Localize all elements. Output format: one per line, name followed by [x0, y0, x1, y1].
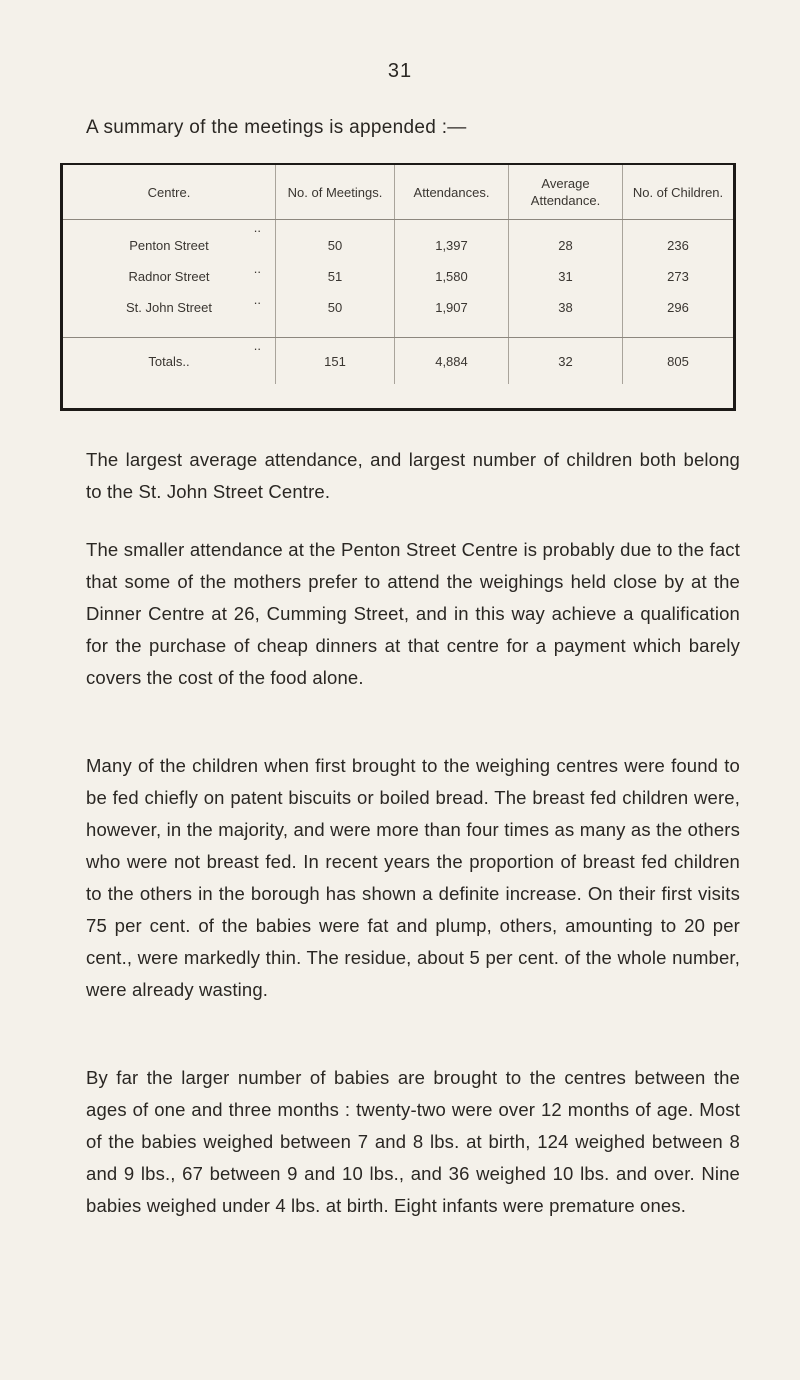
totals-meetings: 151 [276, 338, 395, 385]
summary-table-frame [60, 163, 736, 411]
paragraph-2: The smaller attendance at the Penton Street Centre is probably due to the fact that some of the mothers prefer to attend the weighings held close by at the Dinner Centre at 26, Cumming Street, and in this way achieve a qualification for the purchase of cheap dinners at that centre for a payment which barely covers the cost of the food alone. [86, 539, 740, 688]
page-number: 31 [387, 60, 413, 82]
row-meetings: 50 [276, 220, 395, 262]
totals-row [63, 338, 733, 385]
row-attendances: 1,907 [395, 292, 509, 323]
row-children: 273 [623, 261, 734, 292]
row-attendances: 1,397 [395, 220, 509, 262]
header-meetings: No. of Meetings. [276, 165, 395, 220]
row-meetings: 50 [276, 292, 395, 323]
header-centre: Centre. [63, 165, 276, 220]
table-row [63, 220, 733, 262]
paragraph-3: Many of the children when first brought to the weighing centres were found to be fed chiefly on patent biscuits or boiled bread. The breast fed children were, however, in the majority, and were more than four times as many as the others who were not breast fed. In recent years the proportion of breast fed children to the others in the borough has shown a definite increase. On their first visits 75 per cent. of the babies were fat and plump, others, amounting to 20 per cent., were markedly thin. The residue, about 5 per cent. of the whole number, were already wasting. [86, 755, 740, 1000]
table-header-row [63, 165, 733, 220]
intro-text: A summary of the meetings is appended :— [86, 117, 467, 138]
header-attendances: Attendances. [395, 165, 509, 220]
table-spacer [63, 323, 733, 338]
row-children: 236 [623, 220, 734, 262]
totals-attendances: 4,884 [395, 338, 509, 385]
totals-children: 805 [623, 338, 734, 385]
totals-average: 32 [509, 338, 623, 385]
row-centre: Penton Street .. [129, 220, 261, 253]
table-row [63, 261, 733, 292]
header-average: Average Attendance. [509, 165, 623, 220]
row-attendances: 1,580 [395, 261, 509, 292]
row-centre: St. John Street .. [126, 292, 261, 315]
totals-label: Totals.. .. [148, 338, 261, 369]
row-average: 31 [509, 261, 623, 292]
table-row [63, 292, 733, 323]
header-children: No. of Children. [623, 165, 734, 220]
row-average: 38 [509, 292, 623, 323]
row-children: 296 [623, 292, 734, 323]
row-centre: Radnor Street .. [128, 261, 261, 284]
paragraph-1: The largest average attendance, and largest number of children both belong to the St. John Street Centre. [86, 449, 740, 502]
summary-table [63, 165, 733, 384]
row-meetings: 51 [276, 261, 395, 292]
row-average: 28 [509, 220, 623, 262]
paragraph-4: By far the larger number of babies are brought to the centres between the ages of one and three months : twenty-two were over 12 months of age. Most of the babies weighed between 7 and 8 lbs. at birth, 124 weighed between 8 and 9 lbs., 67 between 9 and 10 lbs., and 36 weighed 10 lbs. and over. Nine babies weighed under 4 lbs. at birth. Eight infants were premature ones. [86, 1067, 740, 1216]
